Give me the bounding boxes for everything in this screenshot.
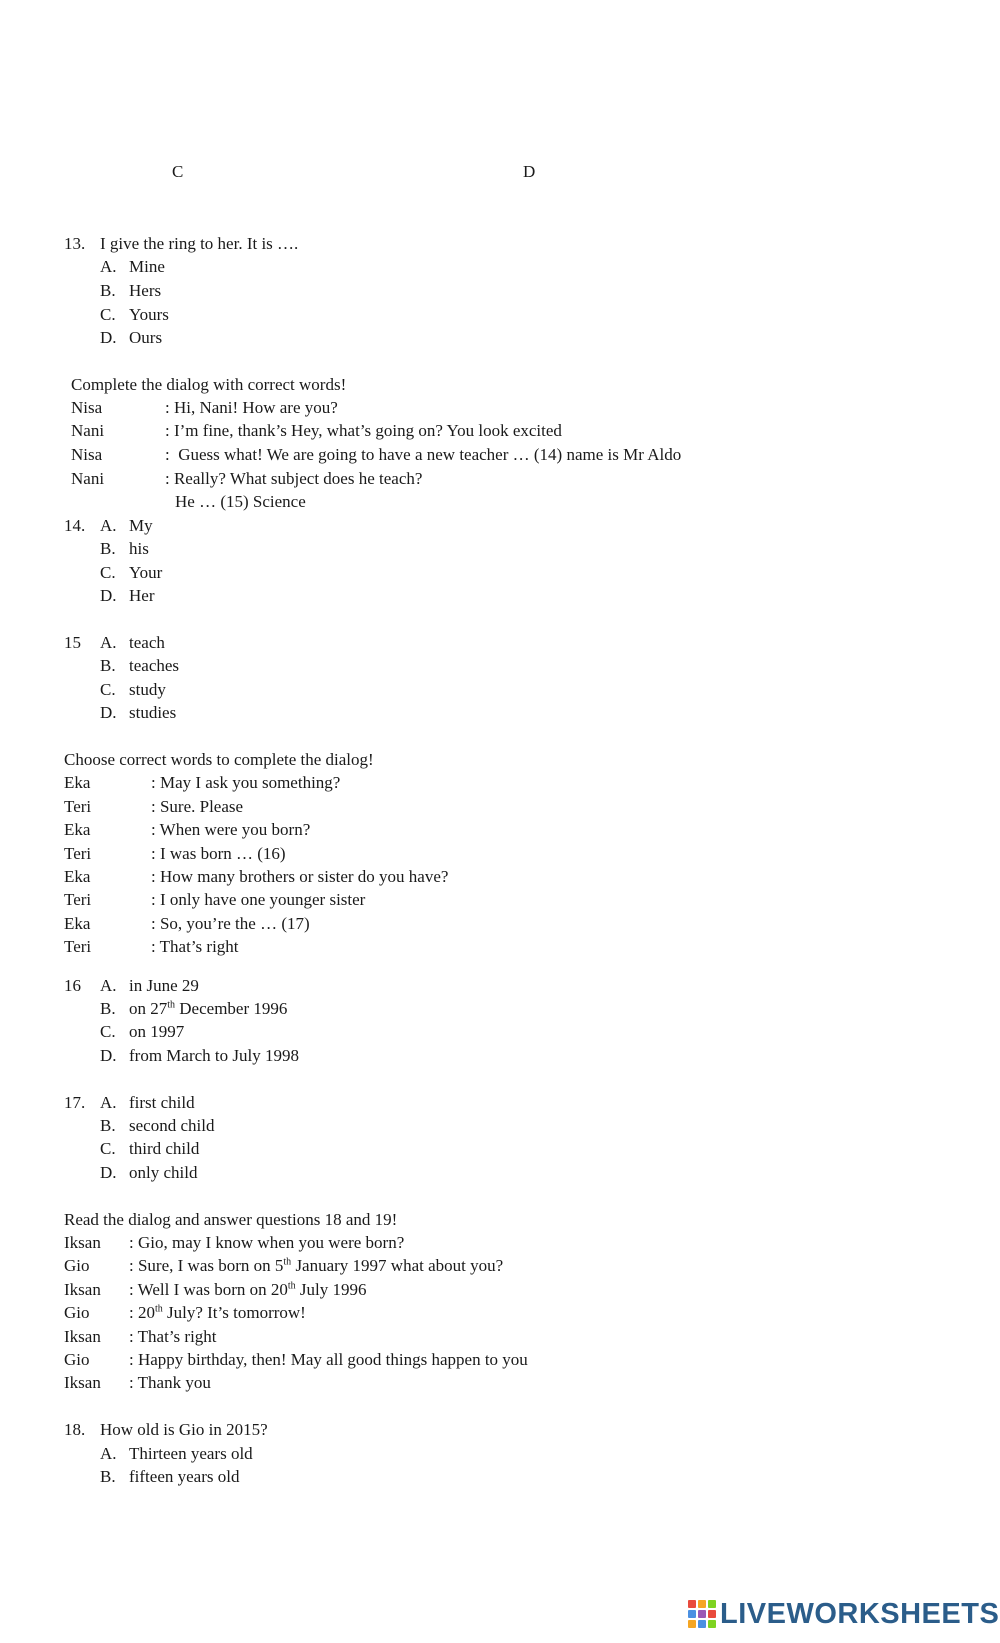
q16-option-d[interactable]: from March to July 1998 xyxy=(129,1046,299,1065)
q16-option-b[interactable] xyxy=(129,999,287,1019)
dialog3-speaker: Gio xyxy=(64,1350,90,1369)
q13-option-c-letter: C. xyxy=(100,305,116,324)
label-c: C xyxy=(172,162,184,181)
q17-option-b[interactable]: second child xyxy=(129,1116,215,1135)
dialog1-speaker: Nani xyxy=(71,421,105,440)
q18-option-b-letter: B. xyxy=(100,1467,116,1486)
q14-option-c-letter: C. xyxy=(100,563,116,582)
dialog3-speaker: Gio xyxy=(64,1303,90,1322)
dialog3-speaker: Iksan xyxy=(64,1373,101,1392)
question-13-text: I give the ring to her. It is …. xyxy=(100,234,299,253)
q15-option-a[interactable]: teach xyxy=(129,633,165,652)
q17-option-d-letter: D. xyxy=(100,1163,117,1182)
q14-option-d[interactable]: Her xyxy=(129,586,155,605)
dialog3-speaker: Gio xyxy=(64,1256,90,1275)
q16-option-c[interactable]: on 1997 xyxy=(129,1022,185,1041)
dialog1-speaker: Nani xyxy=(71,469,105,488)
question-15-number: 15 xyxy=(64,633,81,652)
dialog1-line: : Guess what! We are going to have a new teacher … (14) name is Mr Aldo xyxy=(165,445,682,464)
q14-option-a-letter: A. xyxy=(100,516,117,535)
q18-option-a[interactable]: Thirteen years old xyxy=(129,1444,253,1463)
dialog3-speaker: Iksan xyxy=(64,1233,101,1252)
dialog2-line: : May I ask you something? xyxy=(151,773,341,792)
dialog2-line: : That’s right xyxy=(151,937,239,956)
q15-option-b[interactable]: teaches xyxy=(129,656,180,675)
dialog2-line: : I was born … (16) xyxy=(151,844,286,863)
dialog3-line: : Well I was born on 20th July 1996 xyxy=(129,1280,367,1299)
q13-option-d-letter: D. xyxy=(100,328,117,347)
q16-option-b-pre: on 27 xyxy=(129,999,168,1018)
dialog3-line: : Sure, I was born on 5th January 1997 what about you? xyxy=(129,1256,504,1275)
q13-option-d[interactable]: Ours xyxy=(129,328,163,347)
label-d: D xyxy=(523,162,536,181)
q14-option-b[interactable]: his xyxy=(129,539,149,558)
dialog2-line: : So, you’re the … (17) xyxy=(151,914,310,933)
q16-option-b-sup: th xyxy=(167,999,176,1011)
dialog2-speaker: Eka xyxy=(64,914,91,933)
q16-option-b-post: December 1996 xyxy=(175,999,288,1018)
question-18-number: 18. xyxy=(64,1420,86,1439)
dialog2-speaker: Eka xyxy=(64,773,91,792)
dialog2-speaker: Teri xyxy=(64,844,92,863)
q17-option-a[interactable]: first child xyxy=(129,1093,195,1112)
q14-option-c[interactable]: Your xyxy=(129,563,163,582)
dialog1-line: : Really? What subject does he teach? xyxy=(165,469,423,488)
dialog1-speaker: Nisa xyxy=(71,398,103,417)
q16-option-d-letter: D. xyxy=(100,1046,117,1065)
q13-option-b[interactable]: Hers xyxy=(129,281,162,300)
q15-option-c-letter: C. xyxy=(100,680,116,699)
q15-option-b-letter: B. xyxy=(100,656,116,675)
dialog3-line: : Thank you xyxy=(129,1373,211,1392)
dialog2-speaker: Teri xyxy=(64,797,92,816)
q16-option-a-letter: A. xyxy=(100,976,117,995)
dialog3-line: : Gio, may I know when you were born? xyxy=(129,1233,405,1252)
q15-option-d-letter: D. xyxy=(100,703,117,722)
dialog3-line: : That’s right xyxy=(129,1327,217,1346)
dialog2-instruction: Choose correct words to complete the dialog! xyxy=(64,750,374,769)
q15-option-c[interactable]: study xyxy=(129,680,166,699)
q17-option-c[interactable]: third child xyxy=(129,1139,200,1158)
dialog2-speaker: Teri xyxy=(64,937,92,956)
q17-option-b-letter: B. xyxy=(100,1116,116,1135)
question-13-number: 13. xyxy=(64,234,86,253)
dialog3-line: : Happy birthday, then! May all good things happen to you xyxy=(129,1350,528,1369)
liveworksheets-logo xyxy=(688,1596,999,1632)
q16-option-b-letter: B. xyxy=(100,999,116,1018)
dialog1-line: : Hi, Nani! How are you? xyxy=(165,398,338,417)
q17-option-a-letter: A. xyxy=(100,1093,117,1112)
dialog1-continuation: He … (15) Science xyxy=(175,492,306,511)
q17-option-d[interactable]: only child xyxy=(129,1163,198,1182)
dialog1-speaker: Nisa xyxy=(71,445,103,464)
q16-option-c-letter: C. xyxy=(100,1022,116,1041)
q13-option-a-letter: A. xyxy=(100,257,117,276)
dialog3-line: : 20th July? It’s tomorrow! xyxy=(129,1303,306,1322)
dialog2-speaker: Eka xyxy=(64,820,91,839)
dialog2-speaker: Teri xyxy=(64,890,92,909)
dialog1-line: : I’m fine, thank’s Hey, what’s going on? You look excited xyxy=(165,421,562,440)
question-14-number: 14. xyxy=(64,516,86,535)
q13-option-c[interactable]: Yours xyxy=(129,305,169,324)
dialog3-speaker: Iksan xyxy=(64,1327,101,1346)
q13-option-a[interactable]: Mine xyxy=(129,257,165,276)
logo-grid-icon xyxy=(688,1600,716,1628)
q13-option-b-letter: B. xyxy=(100,281,116,300)
q18-option-a-letter: A. xyxy=(100,1444,117,1463)
q16-option-a[interactable]: in June 29 xyxy=(129,976,199,995)
dialog2-speaker: Eka xyxy=(64,867,91,886)
dialog2-line: : How many brothers or sister do you have? xyxy=(151,867,449,886)
dialog3-speaker: Iksan xyxy=(64,1280,101,1299)
q14-option-a[interactable]: My xyxy=(129,516,153,535)
dialog3-instruction: Read the dialog and answer questions 18 and 19! xyxy=(64,1210,398,1229)
dialog2-line: : I only have one younger sister xyxy=(151,890,366,909)
logo-text: LIVEWORKSHEETS xyxy=(720,1597,1000,1630)
q15-option-d[interactable]: studies xyxy=(129,703,177,722)
question-18-text: How old is Gio in 2015? xyxy=(100,1420,268,1439)
q15-option-a-letter: A. xyxy=(100,633,117,652)
q17-option-c-letter: C. xyxy=(100,1139,116,1158)
dialog2-line: : Sure. Please xyxy=(151,797,244,816)
q14-option-b-letter: B. xyxy=(100,539,116,558)
q18-option-b[interactable]: fifteen years old xyxy=(129,1467,240,1486)
question-17-number: 17. xyxy=(64,1093,86,1112)
dialog2-line: : When were you born? xyxy=(151,820,311,839)
question-16-number: 16 xyxy=(64,976,81,995)
q14-option-d-letter: D. xyxy=(100,586,117,605)
dialog1-instruction: Complete the dialog with correct words! xyxy=(71,375,347,394)
